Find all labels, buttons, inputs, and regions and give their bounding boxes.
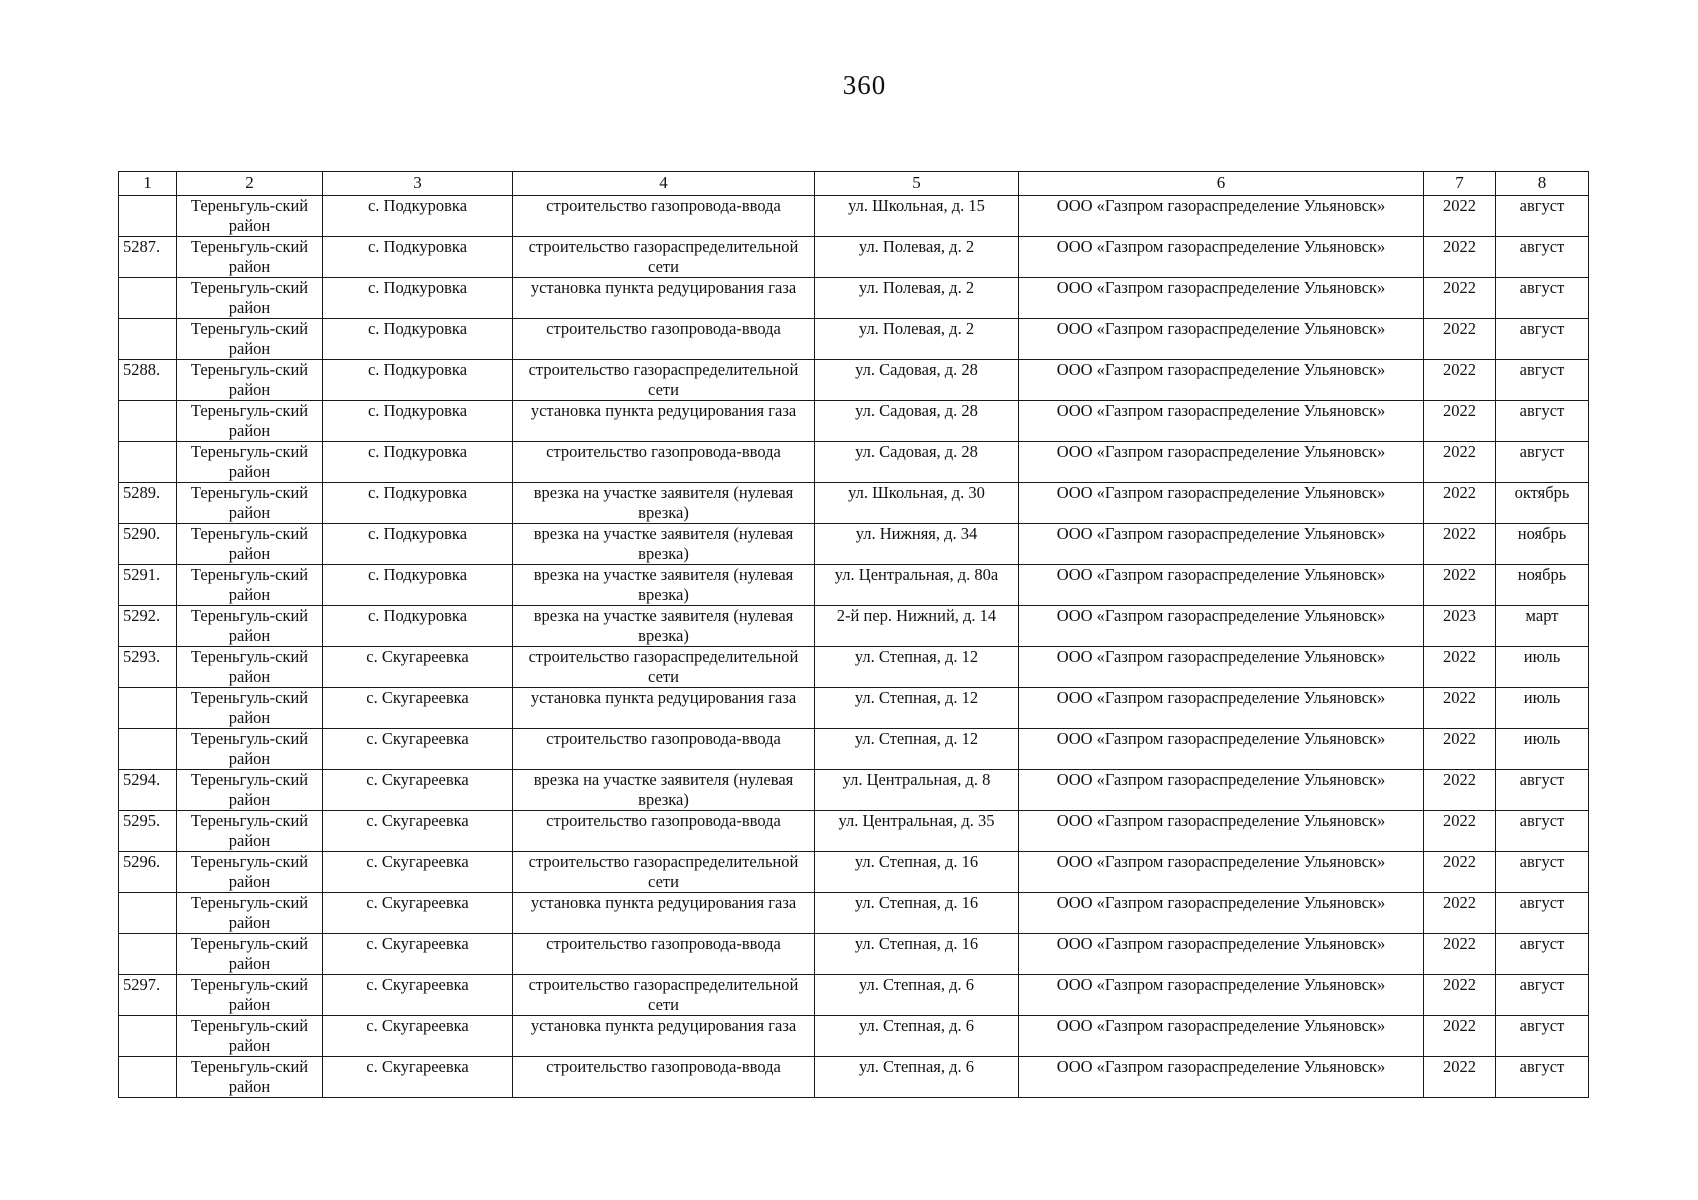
column-header: 1 xyxy=(119,172,177,196)
cell-organization: ООО «Газпром газораспределение Ульяновск» xyxy=(1019,1016,1424,1057)
column-header: 7 xyxy=(1424,172,1496,196)
table-row xyxy=(119,975,1589,1016)
cell-number: 5291. xyxy=(119,565,177,606)
cell-organization: ООО «Газпром газораспределение Ульяновск» xyxy=(1019,975,1424,1016)
cell-settlement: с. Подкуровка xyxy=(323,565,513,606)
cell-district: Тереньгуль-ский район xyxy=(177,319,323,360)
cell-settlement: с. Подкуровка xyxy=(323,483,513,524)
table-row xyxy=(119,360,1589,401)
cell-organization: ООО «Газпром газораспределение Ульяновск» xyxy=(1019,278,1424,319)
cell-organization: ООО «Газпром газораспределение Ульяновск» xyxy=(1019,483,1424,524)
cell-month: август xyxy=(1496,934,1589,975)
cell-settlement: с. Скугареевка xyxy=(323,647,513,688)
cell-district: Тереньгуль-ский район xyxy=(177,483,323,524)
cell-month: ноябрь xyxy=(1496,524,1589,565)
table-row xyxy=(119,811,1589,852)
cell-month: август xyxy=(1496,196,1589,237)
cell-organization: ООО «Газпром газораспределение Ульяновск» xyxy=(1019,729,1424,770)
cell-work-type: установка пункта редуцирования газа xyxy=(513,278,815,319)
table-row xyxy=(119,319,1589,360)
cell-address: ул. Степная, д. 16 xyxy=(815,893,1019,934)
cell-address: ул. Школьная, д. 30 xyxy=(815,483,1019,524)
table-row xyxy=(119,237,1589,278)
header-row xyxy=(119,172,1589,196)
cell-month: август xyxy=(1496,278,1589,319)
cell-address: ул. Нижняя, д. 34 xyxy=(815,524,1019,565)
table-row xyxy=(119,442,1589,483)
cell-work-type: строительство газораспределительной сети xyxy=(513,647,815,688)
cell-number xyxy=(119,196,177,237)
cell-number: 5290. xyxy=(119,524,177,565)
cell-work-type: строительство газопровода-ввода xyxy=(513,811,815,852)
cell-number xyxy=(119,1016,177,1057)
cell-settlement: с. Подкуровка xyxy=(323,278,513,319)
cell-month: август xyxy=(1496,770,1589,811)
cell-district: Тереньгуль-ский район xyxy=(177,196,323,237)
cell-year: 2022 xyxy=(1424,319,1496,360)
cell-year: 2022 xyxy=(1424,278,1496,319)
cell-year: 2022 xyxy=(1424,1016,1496,1057)
cell-settlement: с. Подкуровка xyxy=(323,196,513,237)
cell-work-type: установка пункта редуцирования газа xyxy=(513,1016,815,1057)
table-row xyxy=(119,934,1589,975)
cell-organization: ООО «Газпром газораспределение Ульяновск» xyxy=(1019,442,1424,483)
cell-number xyxy=(119,893,177,934)
cell-year: 2023 xyxy=(1424,606,1496,647)
cell-district: Тереньгуль-ский район xyxy=(177,360,323,401)
cell-work-type: строительство газораспределительной сети xyxy=(513,237,815,278)
gasification-table xyxy=(118,171,1589,1098)
cell-month: август xyxy=(1496,893,1589,934)
cell-district: Тереньгуль-ский район xyxy=(177,401,323,442)
cell-district: Тереньгуль-ский район xyxy=(177,852,323,893)
column-header: 3 xyxy=(323,172,513,196)
cell-number: 5292. xyxy=(119,606,177,647)
table-row xyxy=(119,1016,1589,1057)
cell-district: Тереньгуль-ский район xyxy=(177,893,323,934)
cell-number: 5288. xyxy=(119,360,177,401)
cell-number xyxy=(119,442,177,483)
cell-number xyxy=(119,401,177,442)
column-header: 5 xyxy=(815,172,1019,196)
cell-year: 2022 xyxy=(1424,975,1496,1016)
cell-work-type: врезка на участке заявителя (нулевая врезка) xyxy=(513,565,815,606)
cell-address: ул. Садовая, д. 28 xyxy=(815,360,1019,401)
cell-settlement: с. Скугареевка xyxy=(323,770,513,811)
cell-year: 2022 xyxy=(1424,647,1496,688)
cell-organization: ООО «Газпром газораспределение Ульяновск» xyxy=(1019,565,1424,606)
cell-settlement: с. Подкуровка xyxy=(323,237,513,278)
cell-year: 2022 xyxy=(1424,729,1496,770)
cell-number: 5289. xyxy=(119,483,177,524)
cell-settlement: с. Подкуровка xyxy=(323,401,513,442)
cell-work-type: строительство газопровода-ввода xyxy=(513,319,815,360)
cell-month: июль xyxy=(1496,688,1589,729)
cell-settlement: с. Скугареевка xyxy=(323,1016,513,1057)
cell-address: ул. Степная, д. 12 xyxy=(815,688,1019,729)
cell-address: ул. Центральная, д. 8 xyxy=(815,770,1019,811)
cell-month: ноябрь xyxy=(1496,565,1589,606)
table-row xyxy=(119,524,1589,565)
cell-work-type: врезка на участке заявителя (нулевая врезка) xyxy=(513,483,815,524)
cell-organization: ООО «Газпром газораспределение Ульяновск» xyxy=(1019,524,1424,565)
cell-month: август xyxy=(1496,442,1589,483)
cell-month: август xyxy=(1496,360,1589,401)
cell-organization: ООО «Газпром газораспределение Ульяновск» xyxy=(1019,770,1424,811)
cell-number: 5295. xyxy=(119,811,177,852)
cell-district: Тереньгуль-ский район xyxy=(177,647,323,688)
cell-month: август xyxy=(1496,975,1589,1016)
table-row xyxy=(119,278,1589,319)
cell-settlement: с. Скугареевка xyxy=(323,852,513,893)
cell-organization: ООО «Газпром газораспределение Ульяновск» xyxy=(1019,934,1424,975)
cell-year: 2022 xyxy=(1424,934,1496,975)
cell-organization: ООО «Газпром газораспределение Ульяновск» xyxy=(1019,688,1424,729)
cell-district: Тереньгуль-ский район xyxy=(177,1057,323,1098)
cell-number: 5293. xyxy=(119,647,177,688)
cell-address: ул. Садовая, д. 28 xyxy=(815,401,1019,442)
cell-work-type: строительство газопровода-ввода xyxy=(513,1057,815,1098)
cell-organization: ООО «Газпром газораспределение Ульяновск» xyxy=(1019,401,1424,442)
cell-address: ул. Степная, д. 6 xyxy=(815,975,1019,1016)
cell-work-type: строительство газопровода-ввода xyxy=(513,934,815,975)
cell-number xyxy=(119,278,177,319)
cell-year: 2022 xyxy=(1424,565,1496,606)
cell-year: 2022 xyxy=(1424,852,1496,893)
cell-address: ул. Степная, д. 6 xyxy=(815,1057,1019,1098)
cell-year: 2022 xyxy=(1424,811,1496,852)
cell-work-type: установка пункта редуцирования газа xyxy=(513,688,815,729)
cell-month: июль xyxy=(1496,729,1589,770)
table-row xyxy=(119,483,1589,524)
cell-address: ул. Полевая, д. 2 xyxy=(815,319,1019,360)
cell-year: 2022 xyxy=(1424,237,1496,278)
cell-organization: ООО «Газпром газораспределение Ульяновск» xyxy=(1019,647,1424,688)
cell-month: август xyxy=(1496,401,1589,442)
cell-district: Тереньгуль-ский район xyxy=(177,278,323,319)
cell-work-type: строительство газопровода-ввода xyxy=(513,196,815,237)
table-row xyxy=(119,893,1589,934)
cell-settlement: с. Скугареевка xyxy=(323,893,513,934)
cell-month: август xyxy=(1496,852,1589,893)
cell-month: март xyxy=(1496,606,1589,647)
cell-district: Тереньгуль-ский район xyxy=(177,1016,323,1057)
cell-organization: ООО «Газпром газораспределение Ульяновск» xyxy=(1019,852,1424,893)
cell-work-type: строительство газопровода-ввода xyxy=(513,442,815,483)
cell-work-type: строительство газораспределительной сети xyxy=(513,360,815,401)
cell-number xyxy=(119,688,177,729)
table-row xyxy=(119,1057,1589,1098)
cell-organization: ООО «Газпром газораспределение Ульяновск» xyxy=(1019,319,1424,360)
cell-month: август xyxy=(1496,237,1589,278)
cell-organization: ООО «Газпром газораспределение Ульяновск» xyxy=(1019,811,1424,852)
cell-address: ул. Центральная, д. 35 xyxy=(815,811,1019,852)
cell-number xyxy=(119,934,177,975)
cell-settlement: с. Скугареевка xyxy=(323,975,513,1016)
cell-settlement: с. Подкуровка xyxy=(323,606,513,647)
column-header: 4 xyxy=(513,172,815,196)
cell-address: ул. Центральная, д. 80а xyxy=(815,565,1019,606)
cell-settlement: с. Подкуровка xyxy=(323,360,513,401)
cell-year: 2022 xyxy=(1424,360,1496,401)
cell-district: Тереньгуль-ский район xyxy=(177,770,323,811)
cell-settlement: с. Подкуровка xyxy=(323,319,513,360)
cell-number xyxy=(119,1057,177,1098)
table-row xyxy=(119,852,1589,893)
cell-year: 2022 xyxy=(1424,770,1496,811)
cell-district: Тереньгуль-ский район xyxy=(177,811,323,852)
cell-address: ул. Полевая, д. 2 xyxy=(815,278,1019,319)
page-number: 360 xyxy=(842,70,887,100)
cell-settlement: с. Скугареевка xyxy=(323,811,513,852)
cell-month: июль xyxy=(1496,647,1589,688)
cell-work-type: врезка на участке заявителя (нулевая врезка) xyxy=(513,524,815,565)
cell-number: 5287. xyxy=(119,237,177,278)
cell-organization: ООО «Газпром газораспределение Ульяновск» xyxy=(1019,360,1424,401)
cell-district: Тереньгуль-ский район xyxy=(177,524,323,565)
cell-settlement: с. Подкуровка xyxy=(323,524,513,565)
cell-work-type: строительство газопровода-ввода xyxy=(513,729,815,770)
cell-work-type: строительство газораспределительной сети xyxy=(513,975,815,1016)
cell-month: август xyxy=(1496,811,1589,852)
cell-year: 2022 xyxy=(1424,401,1496,442)
cell-district: Тереньгуль-ский район xyxy=(177,688,323,729)
cell-district: Тереньгуль-ский район xyxy=(177,729,323,770)
cell-work-type: установка пункта редуцирования газа xyxy=(513,401,815,442)
cell-number: 5296. xyxy=(119,852,177,893)
table-row xyxy=(119,688,1589,729)
cell-settlement: с. Скугареевка xyxy=(323,1057,513,1098)
cell-number xyxy=(119,729,177,770)
cell-settlement: с. Скугареевка xyxy=(323,729,513,770)
cell-year: 2022 xyxy=(1424,524,1496,565)
cell-address: ул. Школьная, д. 15 xyxy=(815,196,1019,237)
column-header: 8 xyxy=(1496,172,1589,196)
cell-month: август xyxy=(1496,1057,1589,1098)
cell-organization: ООО «Газпром газораспределение Ульяновск» xyxy=(1019,893,1424,934)
table-row xyxy=(119,401,1589,442)
cell-settlement: с. Скугареевка xyxy=(323,934,513,975)
cell-year: 2022 xyxy=(1424,196,1496,237)
cell-address: ул. Степная, д. 16 xyxy=(815,852,1019,893)
cell-year: 2022 xyxy=(1424,442,1496,483)
cell-number: 5294. xyxy=(119,770,177,811)
cell-organization: ООО «Газпром газораспределение Ульяновск» xyxy=(1019,196,1424,237)
cell-district: Тереньгуль-ский район xyxy=(177,606,323,647)
cell-address: ул. Садовая, д. 28 xyxy=(815,442,1019,483)
cell-year: 2022 xyxy=(1424,893,1496,934)
cell-settlement: с. Подкуровка xyxy=(323,442,513,483)
cell-settlement: с. Скугареевка xyxy=(323,688,513,729)
cell-district: Тереньгуль-ский район xyxy=(177,975,323,1016)
cell-district: Тереньгуль-ский район xyxy=(177,442,323,483)
table-row xyxy=(119,770,1589,811)
cell-organization: ООО «Газпром газораспределение Ульяновск» xyxy=(1019,237,1424,278)
cell-work-type: врезка на участке заявителя (нулевая врезка) xyxy=(513,606,815,647)
table-row xyxy=(119,606,1589,647)
cell-work-type: установка пункта редуцирования газа xyxy=(513,893,815,934)
table-row xyxy=(119,565,1589,606)
column-header: 6 xyxy=(1019,172,1424,196)
cell-month: октябрь xyxy=(1496,483,1589,524)
cell-address: 2-й пер. Нижний, д. 14 xyxy=(815,606,1019,647)
column-header: 2 xyxy=(177,172,323,196)
cell-month: август xyxy=(1496,319,1589,360)
cell-address: ул. Степная, д. 12 xyxy=(815,729,1019,770)
table-body xyxy=(119,172,1589,1098)
cell-district: Тереньгуль-ский район xyxy=(177,237,323,278)
table-row xyxy=(119,647,1589,688)
cell-district: Тереньгуль-ский район xyxy=(177,565,323,606)
cell-district: Тереньгуль-ский район xyxy=(177,934,323,975)
cell-work-type: строительство газораспределительной сети xyxy=(513,852,815,893)
cell-organization: ООО «Газпром газораспределение Ульяновск» xyxy=(1019,606,1424,647)
cell-number: 5297. xyxy=(119,975,177,1016)
cell-address: ул. Степная, д. 6 xyxy=(815,1016,1019,1057)
cell-year: 2022 xyxy=(1424,1057,1496,1098)
cell-address: ул. Степная, д. 12 xyxy=(815,647,1019,688)
cell-address: ул. Степная, д. 16 xyxy=(815,934,1019,975)
cell-year: 2022 xyxy=(1424,688,1496,729)
table-row xyxy=(119,196,1589,237)
cell-address: ул. Полевая, д. 2 xyxy=(815,237,1019,278)
cell-work-type: врезка на участке заявителя (нулевая врезка) xyxy=(513,770,815,811)
cell-year: 2022 xyxy=(1424,483,1496,524)
cell-organization: ООО «Газпром газораспределение Ульяновск» xyxy=(1019,1057,1424,1098)
cell-number xyxy=(119,319,177,360)
cell-month: август xyxy=(1496,1016,1589,1057)
table-row xyxy=(119,729,1589,770)
